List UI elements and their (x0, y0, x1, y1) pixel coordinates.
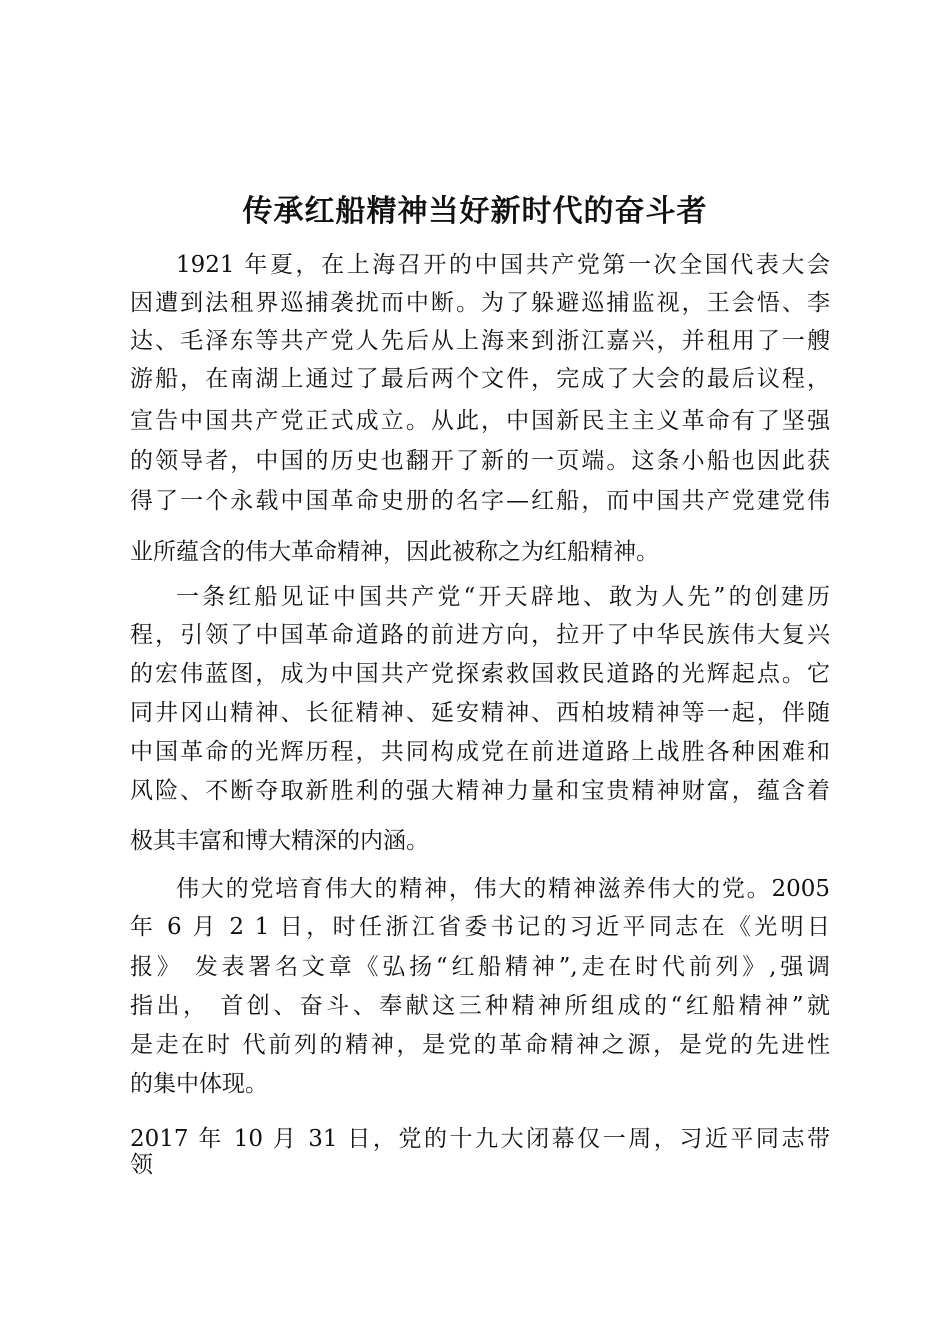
document-title: 传承红船精神当好新时代的奋斗者 (242, 194, 708, 229)
paragraph-2-line-6: 风险、不断夺取新胜利的强大精神力量和宝贵精神财富，蕴含着 (130, 778, 830, 804)
paragraph-1-line-5: 宣告中国共产党正式成立。从此，中国新民主主义革命有了坚强 (130, 408, 830, 434)
paragraph-1-line-2: 因遭到法租界巡捕袭扰而中断。为了躲避巡捕监视，王会悟、李 (130, 290, 830, 316)
paragraph-2-line-1: 一条红船见证中国共产党“开天辟地、敢为人先”的创建历 (176, 584, 830, 610)
paragraph-1-line-8: 业所蕴含的伟大革命精神，因此被称之为红船精神。 (130, 539, 659, 565)
paragraph-2-line-3: 的宏伟蓝图，成为中国共产党探索救国救民道路的光辉起点。它 (130, 661, 830, 687)
paragraph-2-line-4: 同井冈山精神、长征精神、延安精神、西柏坡精神等一起，伴随 (130, 700, 830, 726)
paragraph-1-line-4: 游船，在南湖上通过了最后两个文件，完成了大会的最后议程， (130, 366, 830, 392)
paragraph-3-line-3: 报》 发表署名文章《弘扬“红船精神”,走在时代前列》,强调 (130, 954, 830, 980)
paragraph-2-line-7: 极其丰富和博大精深的内涵。 (130, 828, 429, 854)
paragraph-2-line-2: 程，引领了中国革命道路的前进方向，拉开了中华民族伟大复兴 (130, 622, 830, 648)
paragraph-1-line-3: 达、毛泽东等共产党人先后从上海来到浙江嘉兴，并租用了一艘 (130, 328, 830, 354)
paragraph-4-line-2: 领 (130, 1152, 153, 1178)
paragraph-1-line-7: 得了一个永载中国革命史册的名字—红船，而中国共产党建党伟 (130, 488, 830, 514)
paragraph-1-line-6: 的领导者，中国的历史也翻开了新的一页端。这条小船也因此获 (130, 448, 830, 474)
paragraph-3-line-4: 指出， 首创、奋斗、奉献这三种精神所组成的“红船精神”就 (130, 993, 830, 1019)
paragraph-3-line-2: 年 6 月 2 1 日，时任浙江省委书记的习近平同志在《光明日 (130, 914, 830, 940)
paragraph-3-line-5: 是走在时 代前列的精神，是党的革命精神之源，是党的先进性 (130, 1032, 830, 1058)
paragraph-1-line-1: 1921 年夏，在上海召开的中国共产党第一次全国代表大会 (176, 252, 830, 278)
paragraph-2-line-5: 中国革命的光辉历程，共同构成党在前进道路上战胜各种困难和 (130, 739, 830, 765)
paragraph-3-line-1: 伟大的党培育伟大的精神，伟大的精神滋养伟大的党。2005 (176, 876, 830, 902)
paragraph-3-line-6: 的集中体现。 (130, 1071, 268, 1097)
paragraph-4-line-1: 2017 年 10 月 31 日，党的十九大闭幕仅一周，习近平同志带 (130, 1126, 830, 1152)
